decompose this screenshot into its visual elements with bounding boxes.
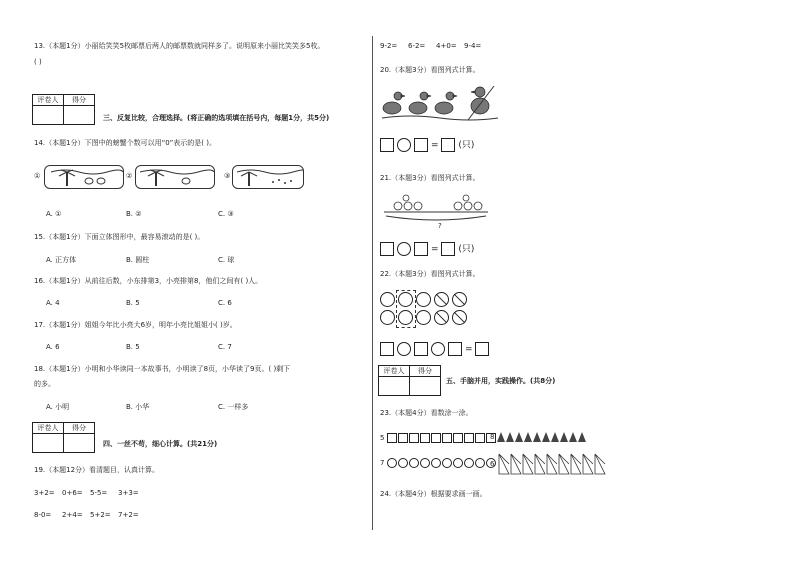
score-box-grader-cell[interactable] — [379, 377, 410, 396]
square-shape[interactable] — [475, 433, 485, 443]
triangle-shape[interactable] — [506, 432, 514, 442]
q18-option-c[interactable]: C. 一样多 — [218, 403, 249, 411]
triangle-shape[interactable] — [569, 432, 577, 442]
q15-text: 15.（本题1分）下面立体图形中，最容易滚动的是( )。 — [34, 233, 205, 241]
operator-circle[interactable] — [431, 342, 445, 356]
score-box-5 — [378, 365, 441, 396]
q21-equation — [380, 242, 474, 256]
q22-balls — [380, 292, 480, 328]
q23-row-flags — [490, 452, 615, 476]
square-shape[interactable] — [387, 433, 397, 443]
q24-text: 24.（本题4分）根据要求画一画。 — [380, 490, 487, 498]
top-calc-1[interactable]: 9-2= — [380, 42, 398, 50]
q14-picture-2 — [135, 165, 215, 189]
palm-tree-crab-icon — [45, 166, 123, 188]
palm-tree-sand-icon — [233, 166, 303, 188]
ball-icon — [380, 310, 395, 325]
circle-shape[interactable] — [442, 458, 452, 468]
q20-text: 20.（本题3分）看图列式计算。 — [380, 66, 480, 74]
section-4-heading: 四、一丝不苟，细心计算。(共21分) — [103, 440, 218, 448]
q21-text: 21.（本题3分）看图列式计算。 — [380, 174, 480, 182]
q19-calc-5[interactable]: 8-0= — [34, 511, 52, 519]
q14-option-b[interactable]: B. ② — [126, 210, 142, 218]
circle-shape[interactable] — [420, 458, 430, 468]
q18-text-cont: 的多。 — [34, 380, 55, 388]
answer-box[interactable] — [380, 342, 394, 356]
answer-box[interactable] — [475, 342, 489, 356]
triangle-shape[interactable] — [542, 432, 550, 442]
q19-calc-8[interactable]: 7+2= — [118, 511, 139, 519]
q15-option-c[interactable]: C. 球 — [218, 256, 235, 264]
q23-num-5: 5 — [380, 434, 385, 442]
section-5-heading: 五、手脑并用，实践操作。(共8分) — [446, 377, 556, 385]
q18-text: 18.（本题1分）小明和小华读同一本故事书，小明读了8页，小华读了9页。( )剩下 — [34, 365, 291, 373]
q19-calc-3[interactable]: 5-5= — [90, 489, 108, 497]
q15-option-a[interactable]: A. 正方体 — [46, 256, 77, 264]
q23-row-circles — [380, 458, 497, 468]
score-box-score: 得分 — [64, 95, 95, 106]
operator-circle[interactable] — [397, 342, 411, 356]
square-shape[interactable] — [398, 433, 408, 443]
score-box-grader: 评卷人 — [379, 366, 410, 377]
triangle-shape[interactable] — [551, 432, 559, 442]
answer-box[interactable] — [414, 242, 428, 256]
q19-calc-2[interactable]: 0+6= — [62, 489, 83, 497]
triangle-shape[interactable] — [578, 432, 586, 442]
square-shape[interactable] — [442, 433, 452, 443]
q14-pic2-label: ② — [126, 172, 133, 180]
answer-box[interactable] — [448, 342, 462, 356]
circle-shape[interactable] — [398, 458, 408, 468]
square-shape[interactable] — [453, 433, 463, 443]
q20-unit: (只) — [458, 140, 475, 151]
score-box-score-cell[interactable] — [64, 434, 95, 453]
q19-text: 19.（本题12分）看清题目，认真计算。 — [34, 466, 160, 474]
score-box-grader-cell[interactable] — [33, 106, 64, 125]
q23-num-7: 7 — [380, 459, 385, 467]
square-shape[interactable] — [431, 433, 441, 443]
q22-equation — [380, 342, 492, 356]
score-box-grader-cell[interactable] — [33, 434, 64, 453]
q17-text: 17.（本题1分）姐姐今年比小亮大6岁，明年小亮比姐姐小( )岁。 — [34, 321, 237, 329]
q21-question-mark: ? — [438, 222, 442, 230]
q19-calc-7[interactable]: 5+2= — [90, 511, 111, 519]
q23-row-squares — [380, 433, 497, 443]
equals-sign: = — [465, 344, 473, 355]
score-box-grader: 评卷人 — [33, 423, 64, 434]
q23-text: 23.（本题4分）看数涂一涂。 — [380, 409, 473, 417]
q14-option-c[interactable]: C. ③ — [218, 210, 234, 218]
q22-text: 22.（本题3分）看图列式计算。 — [380, 270, 480, 278]
q13-answer-paren[interactable]: ( ) — [34, 58, 42, 66]
q17-option-a[interactable]: A. 6 — [46, 343, 60, 351]
triangle-shape[interactable] — [560, 432, 568, 442]
circle-shape[interactable] — [464, 458, 474, 468]
operator-circle[interactable] — [397, 242, 411, 256]
score-box-score: 得分 — [64, 423, 95, 434]
q15-option-b[interactable]: B. 圆柱 — [126, 256, 150, 264]
q23-row-triangles — [490, 432, 587, 442]
q18-option-a[interactable]: A. 小明 — [46, 403, 70, 411]
score-box-grader: 评卷人 — [33, 95, 64, 106]
triangle-shape[interactable] — [515, 432, 523, 442]
answer-box[interactable] — [380, 138, 394, 152]
top-calc-4[interactable]: 9-4= — [464, 42, 482, 50]
circle-shape[interactable] — [453, 458, 463, 468]
square-shape[interactable] — [420, 433, 430, 443]
answer-box[interactable] — [380, 242, 394, 256]
square-shape[interactable] — [464, 433, 474, 443]
square-shape[interactable] — [409, 433, 419, 443]
top-calc-3[interactable]: 4+0= — [436, 42, 457, 50]
q16-option-c[interactable]: C. 6 — [218, 299, 232, 307]
answer-box[interactable] — [441, 138, 455, 152]
ball-icon — [416, 292, 431, 307]
q18-option-b[interactable]: B. 小华 — [126, 403, 150, 411]
dashed-group-box — [396, 290, 416, 328]
q19-calc-1[interactable]: 3+2= — [34, 489, 55, 497]
answer-box[interactable] — [414, 342, 428, 356]
q13-text: 13.（本题1分）小丽给笑笑5枚邮票后两人的邮票数就同样多了。说明原来小丽比笑笑多5枚。 — [34, 42, 325, 50]
ball-icon — [380, 292, 395, 307]
q17-option-c[interactable]: C. 7 — [218, 343, 232, 351]
q19-calc-4[interactable]: 3+3= — [118, 489, 139, 497]
q16-option-a[interactable]: A. 4 — [46, 299, 60, 307]
q14-picture-3 — [232, 165, 304, 189]
ball-icon — [416, 310, 431, 325]
q17-option-b[interactable]: B. 5 — [126, 343, 140, 351]
q16-text: 16.（本题1分）从前往后数，小东排第3，小亮排第8，他们之间有( )人。 — [34, 277, 263, 285]
score-box-score-cell[interactable] — [64, 106, 95, 125]
section-3-heading: 三、反复比较，合理选择。(将正确的选项填在括号内，每题1分，共5分) — [103, 114, 330, 122]
q23-num-8: 8 — [490, 433, 495, 441]
q16-option-b[interactable]: B. 5 — [126, 299, 140, 307]
circle-shape[interactable] — [387, 458, 397, 468]
crossed-ball-icon — [434, 292, 449, 307]
circle-shape[interactable] — [431, 458, 441, 468]
q14-option-a[interactable]: A. ① — [46, 210, 62, 218]
q21-unit: (只) — [458, 244, 475, 255]
answer-box[interactable] — [441, 242, 455, 256]
palm-tree-icon — [136, 166, 214, 188]
snails-icon — [380, 192, 492, 224]
q20-equation — [380, 138, 474, 152]
score-box-4 — [32, 422, 95, 453]
answer-box[interactable] — [414, 138, 428, 152]
circle-shape[interactable] — [409, 458, 419, 468]
triangle-shape[interactable] — [524, 432, 532, 442]
q14-pic3-label: ③ — [224, 172, 231, 180]
score-box-score: 得分 — [410, 366, 441, 377]
triangle-shape[interactable] — [533, 432, 541, 442]
score-box-3 — [32, 94, 95, 125]
q14-text: 14.（本题1分）下图中的螃蟹个数可以用“0”表示的是( )。 — [34, 139, 216, 147]
flag-shapes-icon[interactable] — [497, 452, 615, 476]
q23-num-6: 6 — [490, 460, 495, 468]
operator-circle[interactable] — [397, 138, 411, 152]
triangle-shape[interactable] — [497, 432, 505, 442]
equals-sign: = — [431, 244, 439, 255]
circle-shape[interactable] — [475, 458, 485, 468]
crossed-ball-icon — [452, 310, 467, 325]
ducks-icon — [380, 82, 500, 122]
crossed-ball-icon — [452, 292, 467, 307]
column-divider — [372, 36, 373, 530]
q19-calc-6[interactable]: 2+4= — [62, 511, 83, 519]
q14-picture-1 — [44, 165, 124, 189]
equals-sign: = — [431, 140, 439, 151]
top-calc-2[interactable]: 6-2= — [408, 42, 426, 50]
crossed-ball-icon — [434, 310, 449, 325]
q14-pic1-label: ① — [34, 172, 41, 180]
score-box-score-cell[interactable] — [410, 377, 441, 396]
